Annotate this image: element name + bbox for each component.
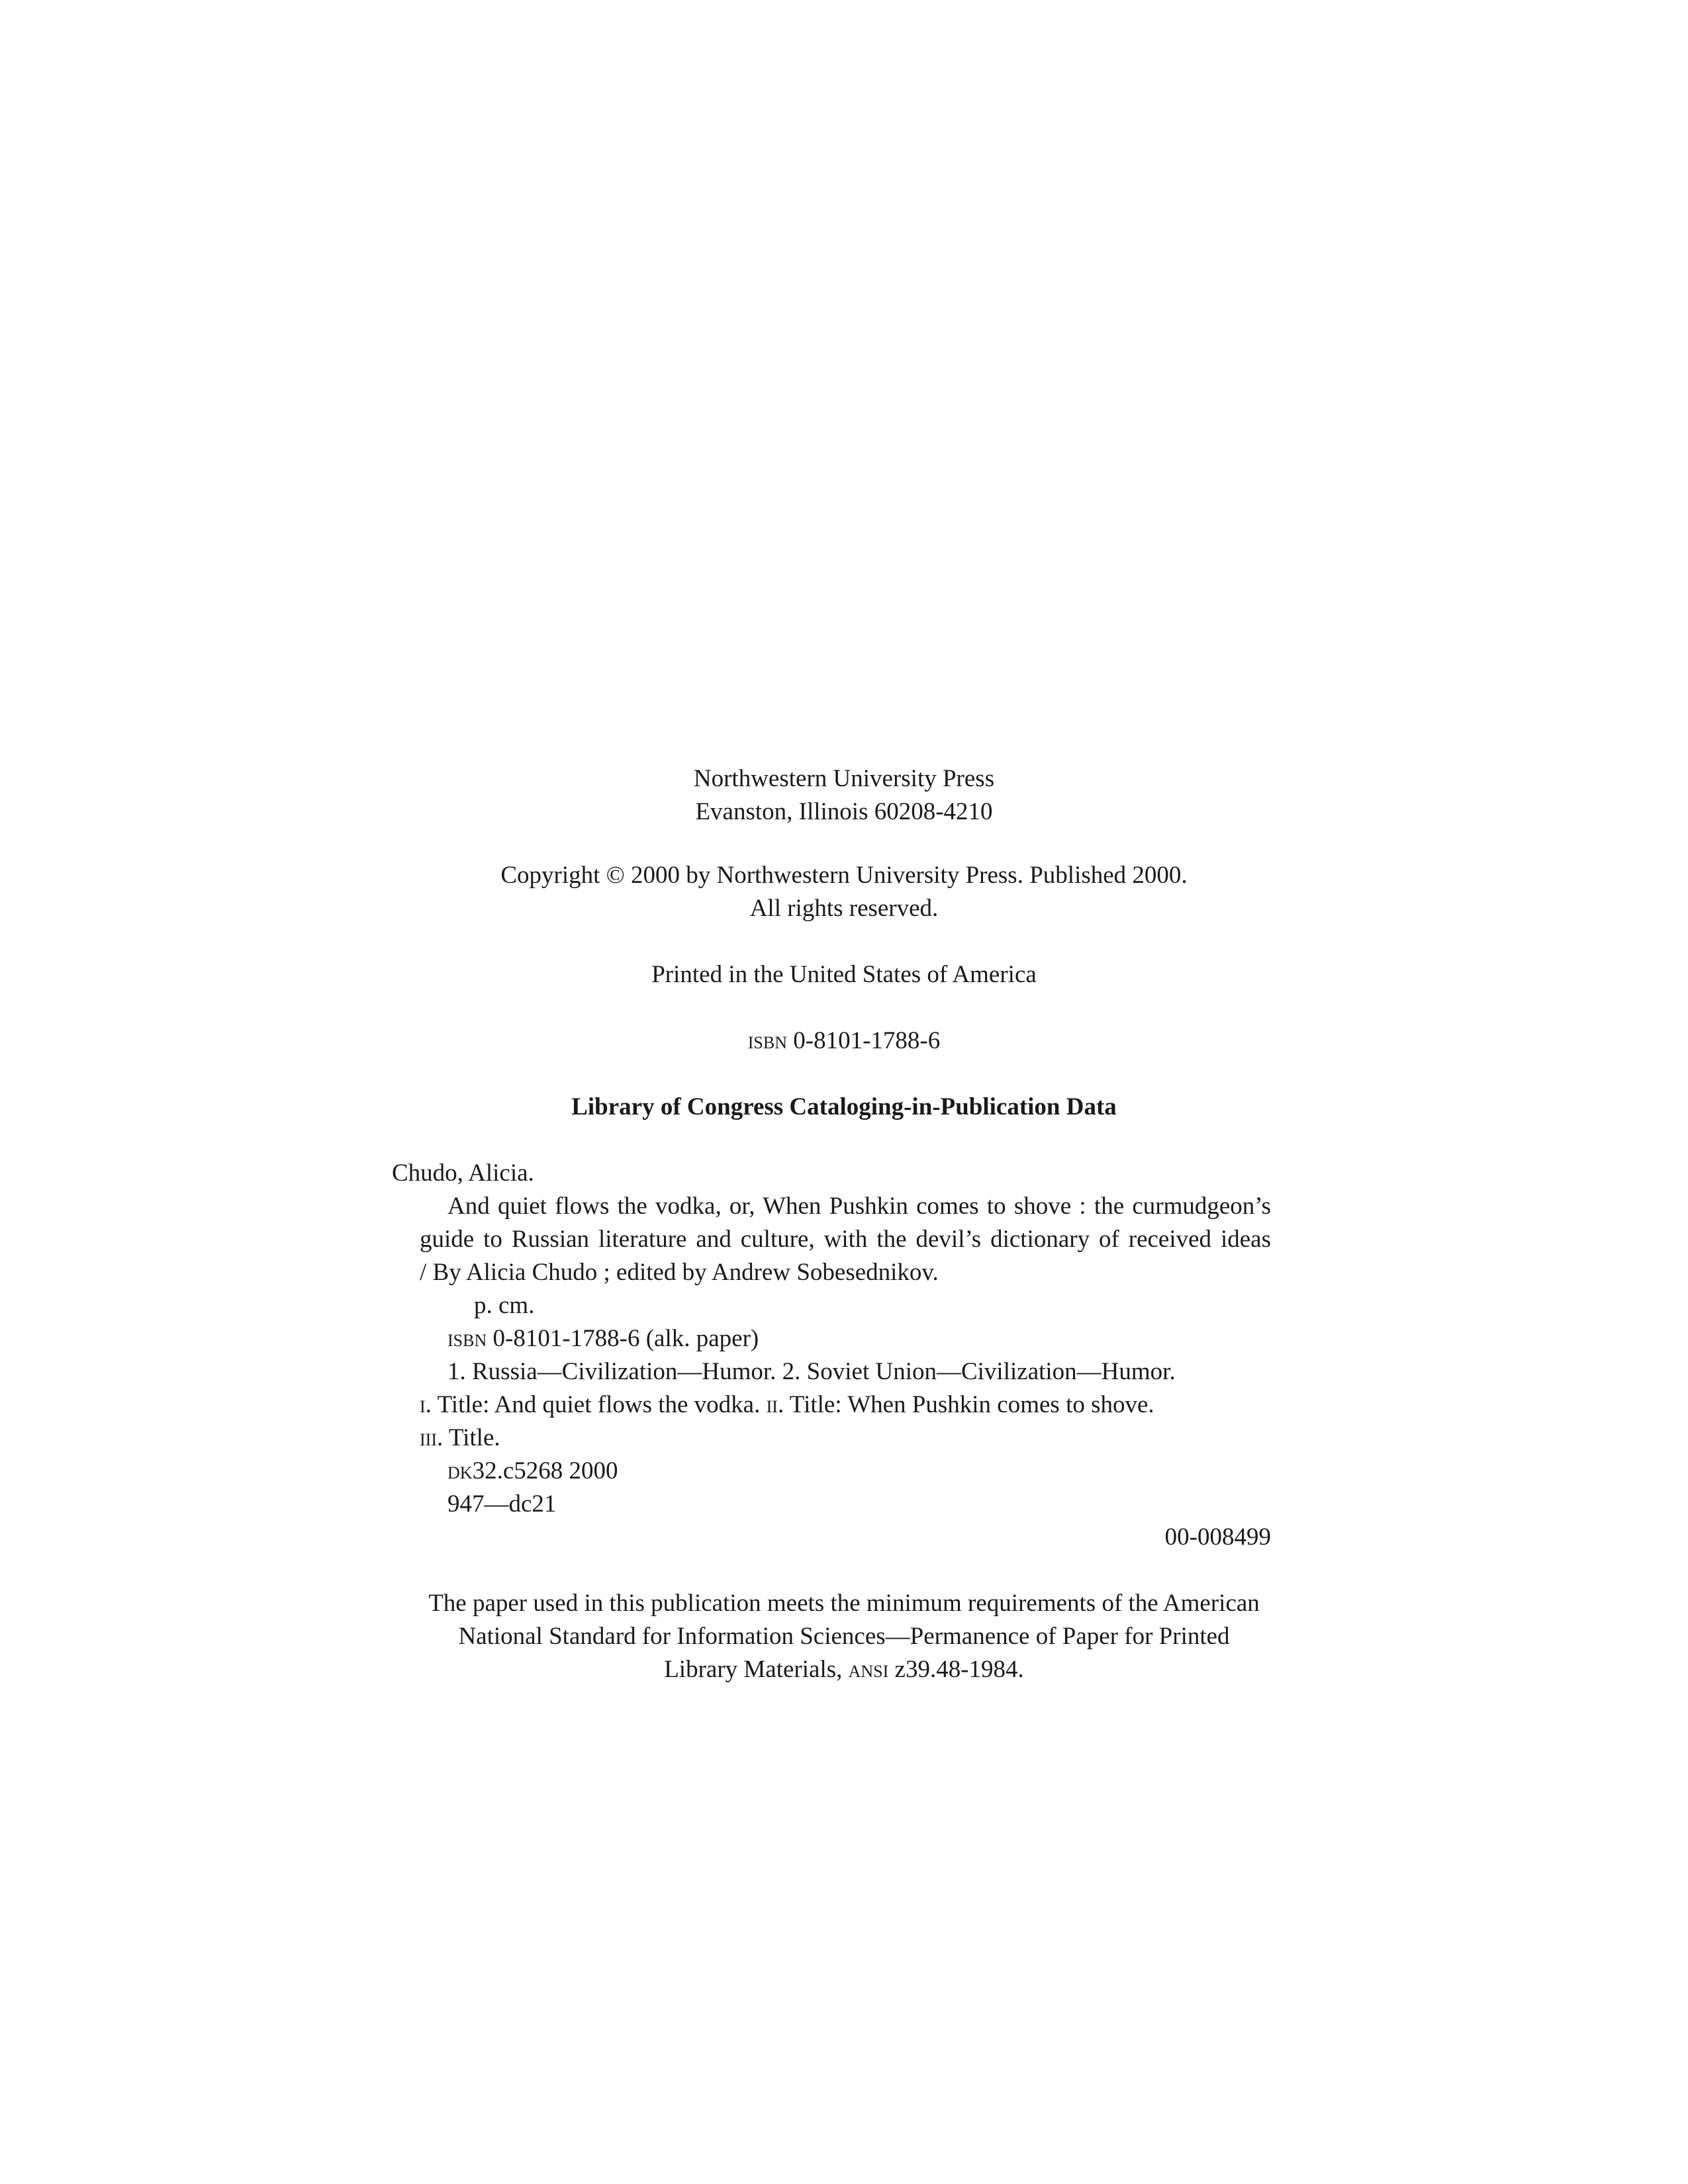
- cip-isbn: [447, 1322, 759, 1355]
- cip-title-line-1: And quiet flows the vodka, or, When Pushkin comes to shove : the curmudgeon’s: [447, 1193, 1271, 1220]
- copyright-line: Copyright © 2000 by Northwestern University Press. Published 2000.: [500, 862, 1188, 889]
- cip-subjects-line-1: 1. Russia—Civilization—Humor. 2. Soviet Union—Civilization—Humor.: [447, 1358, 1176, 1385]
- cip-pcm: p. cm.: [474, 1292, 535, 1319]
- paper-notice-line-1: The paper used in this publication meets the minimum requirements of the American: [428, 1590, 1260, 1617]
- cip-isbn-value: 0-8101-1788-6 (alk. paper): [492, 1325, 759, 1352]
- publisher-name: Northwestern University Press: [693, 765, 995, 792]
- cip-title-line-3: / By Alicia Chudo ; edited by Andrew Sobesednikov.: [420, 1259, 939, 1286]
- roman-numeral-i: i: [420, 1391, 426, 1418]
- lc-class-prefix: dk: [447, 1457, 473, 1484]
- cip-title-added-entry-3: . Title.: [436, 1424, 500, 1451]
- cip-dewey: 947—dc21: [447, 1490, 557, 1518]
- cip-author: Chudo, Alicia.: [392, 1160, 534, 1187]
- isbn-label: isbn: [747, 1027, 788, 1054]
- printed-in: Printed in the United States of America: [651, 961, 1037, 988]
- paper-notice-prefix: Library Materials,: [664, 1656, 849, 1683]
- roman-numeral-ii: ii: [766, 1391, 778, 1418]
- cip-lccn: 00-008499: [1164, 1524, 1271, 1551]
- cip-isbn-label: isbn: [447, 1325, 487, 1352]
- lc-class-number: 32.c5268 2000: [472, 1457, 618, 1484]
- cip-title-added-entry-2: . Title: When Pushkin comes to shove.: [777, 1391, 1154, 1418]
- isbn-line: [0, 1024, 1688, 1058]
- cip-lc-class: [447, 1455, 618, 1488]
- ansi-standard: z39.48-1984.: [888, 1656, 1024, 1683]
- cip-subjects-line-3: [420, 1422, 500, 1455]
- cip-subjects-line-2: [420, 1388, 1154, 1422]
- isbn-value: 0-8101-1788-6: [793, 1027, 941, 1054]
- cip-title-line-2: guide to Russian literature and culture, with the devil’s dictionary of received ideas: [420, 1226, 1271, 1253]
- publisher-address: Evanston, Illinois 60208-4210: [695, 798, 993, 825]
- cip-title-added-entry-1: . Title: And quiet flows the vodka.: [425, 1391, 767, 1418]
- roman-numeral-iii: iii: [420, 1424, 437, 1451]
- rights-reserved: All rights reserved.: [749, 895, 939, 922]
- cip-heading: Library of Congress Cataloging-in-Publication Data: [571, 1093, 1117, 1120]
- paper-notice-line-2: National Standard for Information Sciences—Permanence of Paper for Printed: [458, 1623, 1230, 1650]
- ansi-label: ansi: [848, 1656, 889, 1683]
- paper-notice-line-3: [0, 1653, 1688, 1686]
